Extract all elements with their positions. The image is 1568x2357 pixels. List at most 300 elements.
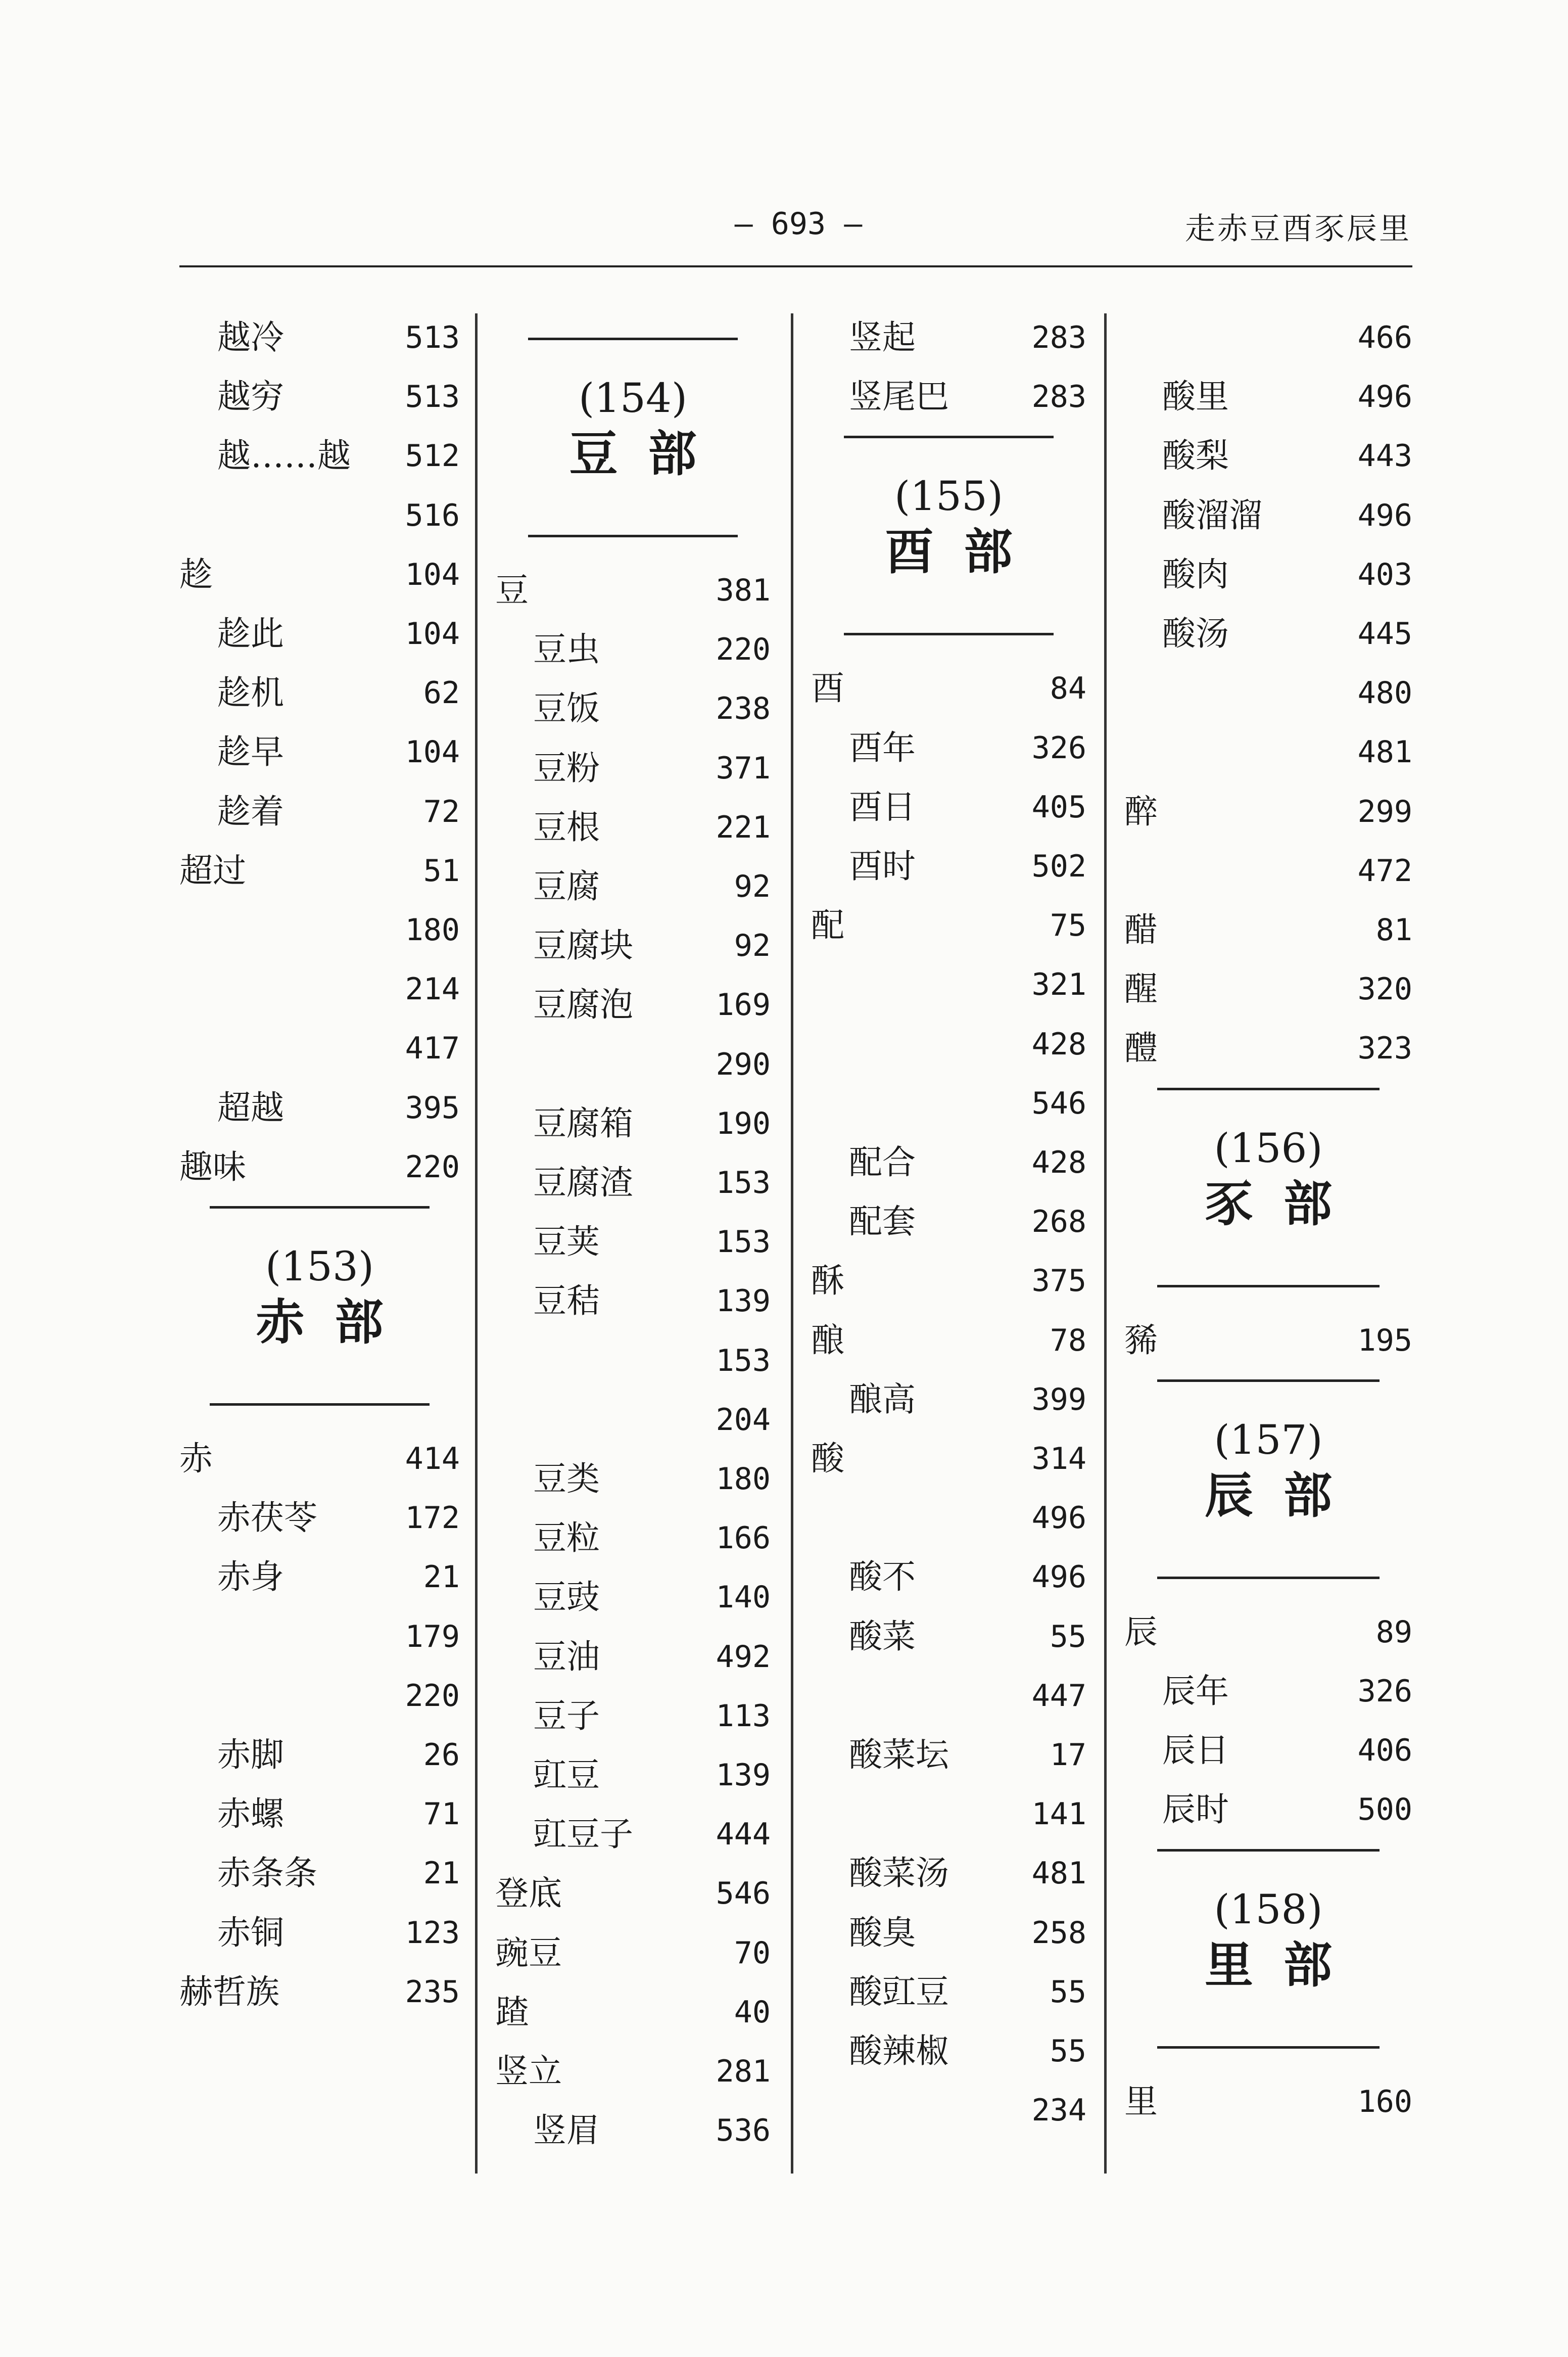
index-entry — [179, 727, 460, 777]
index-entry — [495, 683, 771, 734]
index-entry — [495, 1276, 771, 1326]
entry-term: 越……越 — [217, 436, 351, 476]
section-rule-bottom — [528, 535, 738, 537]
entry-page-number: 381 — [716, 573, 771, 608]
index-entry — [1124, 431, 1412, 481]
entry-term: 越穷 — [217, 377, 284, 417]
entry-term: 豇豆 — [533, 1755, 600, 1794]
section-number: (156) — [1214, 1124, 1323, 1172]
entry-page-number: 172 — [405, 1500, 460, 1536]
index-entry — [495, 565, 771, 616]
entry-page-number: 500 — [1357, 1792, 1412, 1828]
entry-page-number: 139 — [716, 1758, 771, 1793]
entry-page-number: 51 — [423, 853, 460, 889]
entry-term: 配合 — [849, 1143, 916, 1182]
entry-page-number: 445 — [1357, 616, 1412, 652]
index-entry — [179, 1142, 460, 1192]
index-entry — [495, 1632, 771, 1682]
entry-page-number: 21 — [423, 1559, 460, 1595]
section-rule-top — [528, 338, 738, 340]
entry-term: 趁着 — [217, 792, 284, 831]
index-entry — [179, 1967, 460, 2017]
entry-page-number: 238 — [716, 691, 771, 727]
entry-term: 豆腐渣 — [533, 1163, 633, 1202]
index-entry — [1124, 490, 1412, 541]
index-entry — [495, 1158, 771, 1208]
index-entry — [811, 663, 1086, 714]
entry-term: 豨 — [1124, 1320, 1158, 1360]
entry-term: 趁机 — [217, 673, 284, 713]
index-entry — [1124, 727, 1412, 777]
column-divider — [1104, 313, 1107, 2174]
entry-page-number: 220 — [405, 1149, 460, 1185]
index-entry — [179, 668, 460, 718]
entry-term: 配 — [811, 906, 844, 945]
entry-term: 趣味 — [179, 1147, 246, 1186]
entry-page-number: 104 — [405, 557, 460, 592]
index-entry — [495, 1098, 771, 1149]
entry-page-number: 375 — [1031, 1263, 1086, 1299]
entry-page-number: 283 — [1031, 379, 1086, 415]
index-entry — [179, 1552, 460, 1602]
index-entry — [495, 1395, 771, 1445]
entry-term: 竖尾巴 — [849, 377, 949, 417]
entry-page-number: 169 — [716, 987, 771, 1023]
index-entry — [1124, 2076, 1412, 2127]
index-entry — [179, 905, 460, 955]
entry-page-number: 104 — [405, 616, 460, 652]
entry-term: 豆腐箱 — [533, 1103, 633, 1143]
entry-page-number: 180 — [716, 1461, 771, 1497]
entry-page-number: 492 — [716, 1639, 771, 1675]
entry-term: 赤茯苓 — [217, 1498, 317, 1538]
section-rule-top — [1157, 1379, 1380, 1382]
entry-term: 赤螺 — [217, 1794, 284, 1834]
entry-term: 酥 — [811, 1261, 844, 1301]
index-entry — [811, 2085, 1086, 2136]
entry-page-number: 443 — [1357, 438, 1412, 474]
index-entry — [811, 959, 1086, 1010]
index-entry — [811, 1493, 1086, 1543]
section-rule-bottom — [1157, 1577, 1380, 1579]
section-number: (153) — [265, 1243, 374, 1290]
entry-term: 赤 — [179, 1439, 213, 1478]
entry-page-number: 481 — [1031, 1856, 1086, 1891]
section-rule-top — [844, 436, 1054, 438]
section-title: 酉部 — [885, 523, 1043, 581]
section-title: 里部 — [1205, 1936, 1362, 1994]
entry-term: 豆虫 — [533, 630, 600, 669]
index-entry — [1124, 787, 1412, 837]
entry-term: 趁 — [179, 554, 213, 594]
entry-term: 趁早 — [217, 732, 284, 772]
entry-page-number: 513 — [405, 320, 460, 355]
index-entry — [179, 372, 460, 422]
entry-page-number: 258 — [1031, 1915, 1086, 1951]
entry-term: 蹅 — [495, 1992, 529, 2031]
entry-term: 越冷 — [217, 318, 284, 357]
index-entry — [811, 2026, 1086, 2076]
entry-page-number: 516 — [405, 497, 460, 533]
entry-term: 酸溜溜 — [1162, 495, 1262, 535]
entry-term: 酸里 — [1162, 377, 1229, 417]
entry-term: 竖眉 — [533, 2111, 600, 2150]
index-entry — [495, 1513, 771, 1563]
entry-page-number: 326 — [1357, 1674, 1412, 1709]
entry-page-number: 70 — [734, 1935, 771, 1971]
entry-page-number: 428 — [1031, 1026, 1086, 1062]
entry-term: 酸梨 — [1162, 436, 1229, 476]
entry-term: 豆油 — [533, 1637, 600, 1676]
index-entry — [811, 372, 1086, 422]
entry-page-number: 195 — [1357, 1322, 1412, 1358]
entry-page-number: 496 — [1357, 497, 1412, 533]
entry-page-number: 414 — [405, 1441, 460, 1476]
entry-term: 豆腐 — [533, 867, 600, 906]
index-entry — [179, 609, 460, 659]
index-entry — [495, 1928, 771, 1978]
entry-page-number: 92 — [734, 928, 771, 964]
index-entry — [495, 2046, 771, 2097]
index-entry — [179, 1493, 460, 1543]
section-rule-bottom — [844, 633, 1054, 635]
entry-term: 豆根 — [533, 807, 600, 847]
entry-page-number: 92 — [734, 869, 771, 904]
entry-term: 酿 — [811, 1320, 844, 1360]
entry-term: 醒 — [1124, 969, 1158, 1009]
entry-term: 酉 — [811, 669, 844, 708]
index-entry — [179, 490, 460, 541]
entry-term: 里 — [1124, 2082, 1158, 2121]
entry-page-number: 235 — [405, 1974, 460, 2010]
entry-term: 辰时 — [1162, 1790, 1229, 1829]
index-entry — [179, 549, 460, 600]
entry-term: 酸菜坛 — [849, 1735, 949, 1774]
entry-term: 豇豆子 — [533, 1815, 633, 1854]
entry-page-number: 496 — [1031, 1500, 1086, 1536]
entry-page-number: 481 — [1357, 734, 1412, 770]
index-entry — [495, 1039, 771, 1090]
index-entry — [179, 312, 460, 363]
section-number: (157) — [1214, 1416, 1323, 1463]
entry-page-number: 399 — [1031, 1381, 1086, 1417]
index-entry — [179, 787, 460, 837]
entry-term: 赤身 — [217, 1557, 284, 1597]
index-entry — [811, 723, 1086, 773]
entry-page-number: 153 — [716, 1343, 771, 1378]
index-entry — [811, 1611, 1086, 1662]
page-number: — 693 — — [734, 206, 863, 242]
entry-term: 醉 — [1124, 792, 1158, 831]
entry-page-number: 320 — [1357, 972, 1412, 1007]
entry-term: 辰 — [1124, 1612, 1158, 1651]
section-title: 辰部 — [1205, 1466, 1362, 1524]
entry-page-number: 140 — [716, 1580, 771, 1615]
entry-term: 超过 — [179, 851, 246, 890]
index-entry — [179, 1083, 460, 1133]
entry-term: 豆秸 — [533, 1281, 600, 1321]
section-rule-bottom — [1157, 2046, 1380, 2049]
entry-term: 酸臭 — [849, 1913, 916, 1952]
index-entry — [811, 841, 1086, 892]
entry-page-number: 204 — [716, 1402, 771, 1438]
index-entry — [179, 964, 460, 1014]
entry-page-number: 89 — [1375, 1614, 1412, 1650]
section-rule-top — [210, 1206, 430, 1209]
entry-page-number: 113 — [716, 1698, 771, 1734]
entry-page-number: 214 — [405, 972, 460, 1007]
index-entry — [179, 1611, 460, 1662]
entry-page-number: 496 — [1357, 379, 1412, 415]
entry-page-number: 190 — [716, 1105, 771, 1141]
entry-page-number: 321 — [1031, 967, 1086, 1003]
index-entry — [1124, 1784, 1412, 1835]
index-entry — [1124, 1725, 1412, 1776]
entry-term: 酿高 — [849, 1379, 916, 1419]
entry-page-number: 123 — [405, 1915, 460, 1951]
index-entry — [811, 1967, 1086, 2017]
index-entry — [811, 1848, 1086, 1899]
entry-term: 豆腐泡 — [533, 985, 633, 1025]
entry-term: 竖立 — [495, 2052, 562, 2091]
entry-term: 赤脚 — [217, 1735, 284, 1774]
index-entry — [1124, 372, 1412, 422]
section-rule-bottom — [210, 1403, 430, 1406]
index-entry — [179, 1023, 460, 1074]
entry-term: 酸菜 — [849, 1616, 916, 1656]
index-entry — [495, 1868, 771, 1919]
index-entry — [495, 1454, 771, 1504]
index-entry — [179, 1848, 460, 1899]
entry-page-number: 139 — [716, 1283, 771, 1319]
entry-term: 赤条条 — [217, 1854, 317, 1893]
entry-page-number: 234 — [1031, 2093, 1086, 2129]
entry-page-number: 546 — [716, 1876, 771, 1912]
entry-term: 豆荚 — [533, 1222, 600, 1262]
index-entry — [1124, 964, 1412, 1014]
section-rule-bottom — [1157, 1285, 1380, 1287]
entry-page-number: 55 — [1050, 1619, 1086, 1654]
entry-page-number: 84 — [1050, 671, 1086, 707]
index-entry — [811, 1374, 1086, 1425]
index-entry — [811, 1315, 1086, 1366]
entry-page-number: 466 — [1357, 320, 1412, 355]
index-entry — [811, 1789, 1086, 1839]
section-rule-top — [1157, 1849, 1380, 1852]
index-entry — [1124, 1023, 1412, 1074]
index-entry — [1124, 1666, 1412, 1717]
entry-page-number: 180 — [405, 912, 460, 948]
index-entry — [179, 1730, 460, 1780]
index-entry — [495, 1987, 771, 2038]
index-entry — [179, 1434, 460, 1484]
entry-term: 酸肉 — [1162, 554, 1229, 594]
index-entry — [495, 2105, 771, 2156]
entry-page-number: 62 — [423, 675, 460, 711]
entry-page-number: 480 — [1357, 675, 1412, 711]
entry-term: 酸 — [811, 1439, 844, 1478]
entry-page-number: 72 — [423, 794, 460, 829]
entry-page-number: 326 — [1031, 730, 1086, 766]
entry-term: 豌豆 — [495, 1933, 562, 1972]
entry-page-number: 417 — [405, 1031, 460, 1067]
entry-term: 醋 — [1124, 910, 1158, 949]
index-entry — [811, 1196, 1086, 1247]
entry-page-number: 55 — [1050, 1974, 1086, 2010]
index-entry — [1124, 668, 1412, 718]
entry-page-number: 81 — [1375, 912, 1412, 948]
entry-page-number: 513 — [405, 379, 460, 415]
entry-term: 豆类 — [533, 1459, 600, 1498]
entry-page-number: 405 — [1031, 789, 1086, 825]
column-divider — [791, 313, 793, 2174]
entry-term: 辰日 — [1162, 1731, 1229, 1770]
entry-term: 辰年 — [1162, 1672, 1229, 1711]
index-entry — [179, 1671, 460, 1721]
entry-page-number: 444 — [716, 1817, 771, 1853]
entry-page-number: 75 — [1050, 908, 1086, 944]
running-header: 走赤豆酉豕辰里 — [1185, 211, 1411, 247]
entry-page-number: 299 — [1357, 794, 1412, 829]
index-entry — [811, 1078, 1086, 1129]
section-title: 赤部 — [256, 1293, 414, 1351]
entry-page-number: 141 — [1031, 1796, 1086, 1832]
entry-term: 豆饭 — [533, 689, 600, 728]
index-entry — [811, 1671, 1086, 1721]
entry-page-number: 179 — [405, 1619, 460, 1654]
section-number: (155) — [894, 473, 1004, 520]
entry-page-number: 546 — [1031, 1085, 1086, 1121]
section-title: 豕部 — [1205, 1175, 1362, 1232]
entry-term: 竖起 — [849, 318, 916, 357]
entry-page-number: 502 — [1031, 849, 1086, 884]
entry-page-number: 220 — [405, 1678, 460, 1714]
entry-page-number: 536 — [716, 2113, 771, 2149]
index-entry — [495, 1335, 771, 1386]
entry-page-number: 153 — [716, 1165, 771, 1200]
entry-page-number: 447 — [1031, 1678, 1086, 1714]
index-entry — [811, 782, 1086, 833]
entry-term: 豆腐块 — [533, 926, 633, 965]
section-title: 豆部 — [569, 425, 727, 482]
entry-page-number: 496 — [1031, 1559, 1086, 1595]
column-divider — [475, 313, 478, 2174]
entry-page-number: 314 — [1031, 1441, 1086, 1476]
entry-term: 豆粒 — [533, 1518, 600, 1558]
index-entry — [495, 743, 771, 794]
header-rule — [179, 265, 1412, 267]
index-entry — [495, 1572, 771, 1623]
entry-page-number: 104 — [405, 734, 460, 770]
entry-term: 豆豉 — [533, 1578, 600, 1617]
index-entry — [495, 1691, 771, 1741]
entry-term: 赤铜 — [217, 1913, 284, 1952]
index-entry — [1124, 609, 1412, 659]
entry-page-number: 220 — [716, 632, 771, 668]
entry-term: 酸辣椒 — [849, 2031, 949, 2070]
index-entry — [495, 861, 771, 912]
entry-page-number: 403 — [1357, 557, 1412, 592]
entry-page-number: 71 — [423, 1796, 460, 1832]
entry-page-number: 160 — [1357, 2084, 1412, 2119]
entry-term: 超越 — [217, 1088, 284, 1127]
index-entry — [495, 1750, 771, 1800]
index-entry — [495, 920, 771, 971]
entry-term: 豆粉 — [533, 748, 600, 788]
entry-term: 趁此 — [217, 614, 284, 653]
index-entry — [811, 1019, 1086, 1070]
index-entry — [495, 802, 771, 853]
index-entry — [179, 431, 460, 481]
index-entry — [179, 1908, 460, 1958]
entry-term: 酉时 — [849, 847, 916, 886]
entry-term: 酸不 — [849, 1557, 916, 1597]
entry-term: 配套 — [849, 1202, 916, 1241]
index-entry — [811, 1730, 1086, 1780]
entry-term: 酸菜汤 — [849, 1854, 949, 1893]
entry-term: 酸豇豆 — [849, 1972, 949, 2011]
entry-term: 醴 — [1124, 1029, 1158, 1068]
index-entry — [811, 1908, 1086, 1958]
index-entry — [811, 1434, 1086, 1484]
index-entry — [1124, 905, 1412, 955]
entry-page-number: 428 — [1031, 1145, 1086, 1180]
index-entry — [1124, 846, 1412, 896]
entry-page-number: 78 — [1050, 1322, 1086, 1358]
index-entry — [811, 1256, 1086, 1306]
entry-term: 赫哲族 — [179, 1972, 279, 2011]
entry-page-number: 512 — [405, 438, 460, 474]
section-rule-top — [1157, 1088, 1380, 1090]
entry-term: 登底 — [495, 1874, 562, 1913]
entry-page-number: 371 — [716, 750, 771, 786]
index-entry — [811, 900, 1086, 951]
entry-term: 豆子 — [533, 1696, 600, 1735]
index-entry — [495, 1217, 771, 1267]
entry-page-number: 166 — [716, 1520, 771, 1556]
entry-page-number: 26 — [423, 1737, 460, 1773]
entry-page-number: 395 — [405, 1090, 460, 1126]
entry-page-number: 153 — [716, 1224, 771, 1260]
entry-page-number: 40 — [734, 1994, 771, 2030]
index-entry — [495, 1809, 771, 1860]
index-entry — [179, 1789, 460, 1839]
index-entry — [1124, 1607, 1412, 1657]
entry-page-number: 472 — [1357, 853, 1412, 889]
entry-page-number: 21 — [423, 1856, 460, 1891]
entry-page-number: 323 — [1357, 1031, 1412, 1067]
index-entry — [1124, 549, 1412, 600]
entry-page-number: 221 — [716, 809, 771, 845]
index-entry — [1124, 1315, 1412, 1366]
entry-term: 豆 — [495, 571, 529, 610]
entry-term: 酸汤 — [1162, 614, 1229, 653]
entry-page-number: 55 — [1050, 2034, 1086, 2069]
entry-page-number: 17 — [1050, 1737, 1086, 1773]
index-entry — [495, 980, 771, 1030]
index-entry — [495, 624, 771, 675]
entry-page-number: 283 — [1031, 320, 1086, 355]
entry-term: 酉日 — [849, 787, 916, 826]
entry-page-number: 290 — [716, 1046, 771, 1082]
section-number: (154) — [578, 375, 688, 422]
index-entry — [179, 846, 460, 896]
index-entry — [1124, 312, 1412, 363]
index-entry — [811, 1552, 1086, 1602]
entry-term: 酉年 — [849, 728, 916, 767]
index-entry — [811, 312, 1086, 363]
entry-page-number: 281 — [716, 2054, 771, 2089]
